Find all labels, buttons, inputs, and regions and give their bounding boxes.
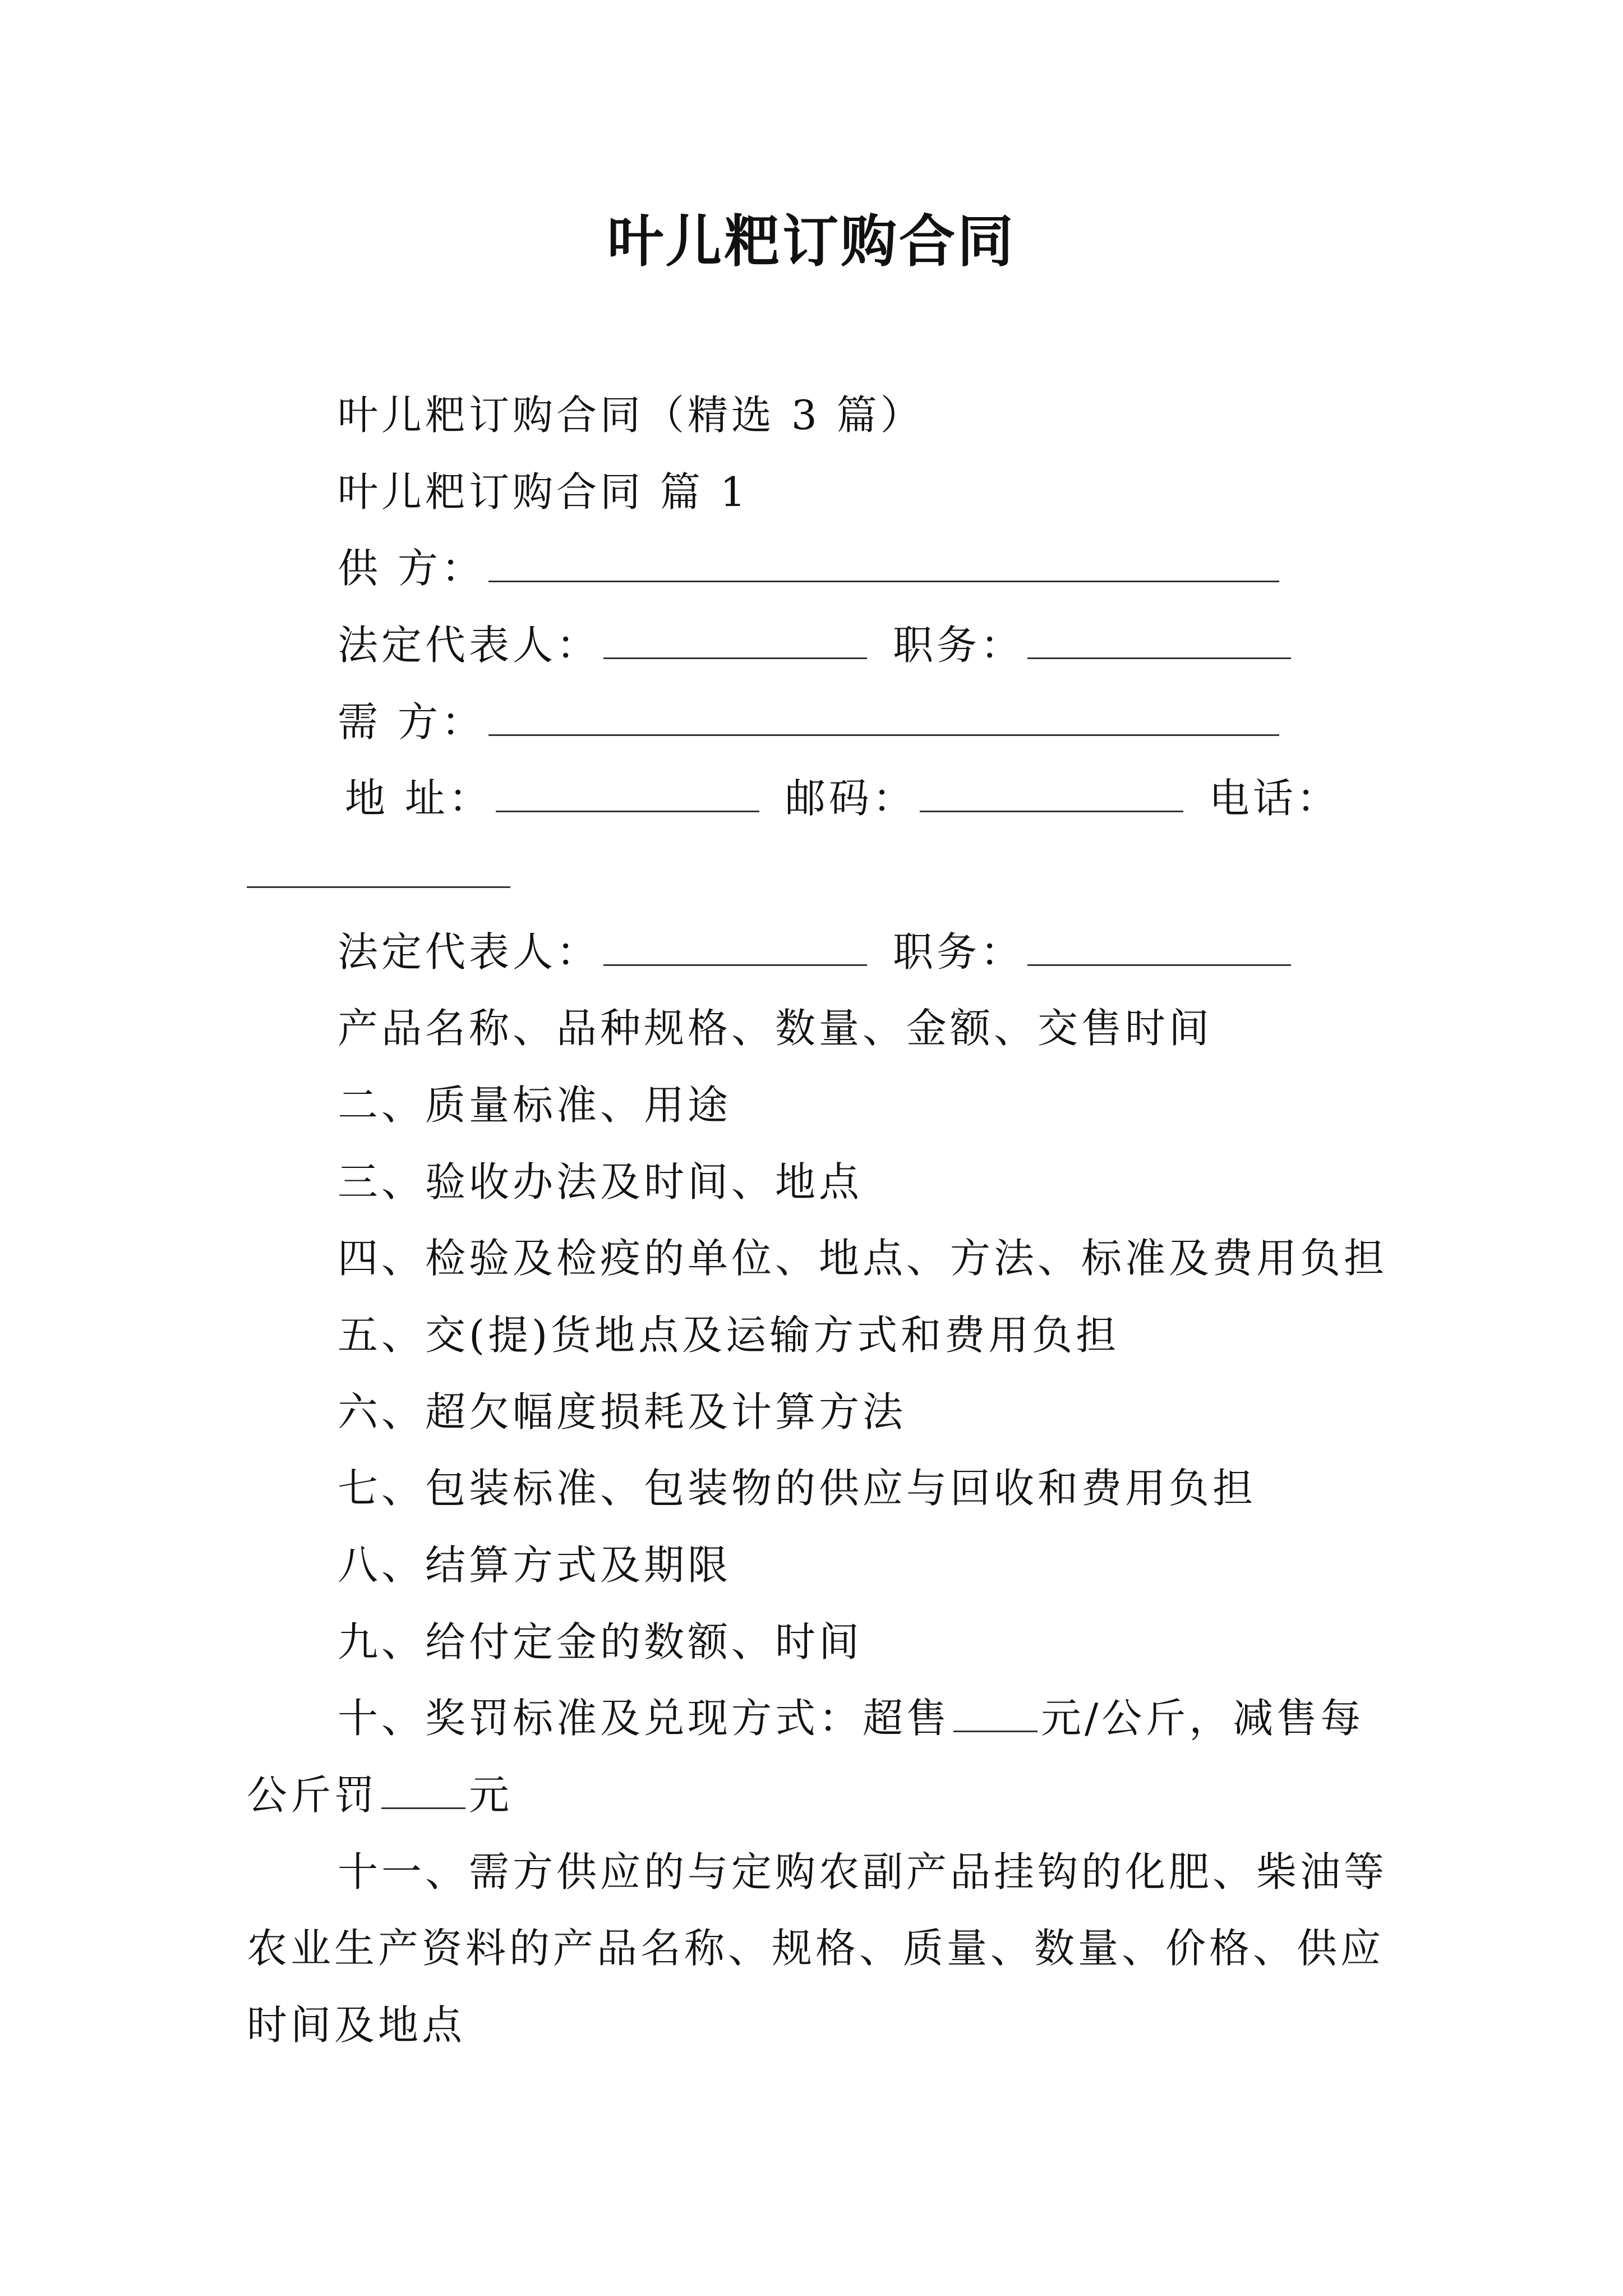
supplier-blank [488, 547, 1279, 582]
legal-rep-blank-2 [603, 931, 867, 966]
clause-1: 产品名称、品种规格、数量、金额、交售时间 [338, 1005, 1213, 1052]
address-blank [496, 777, 759, 812]
clause-10-text-b: 元/公斤，减售每 [1041, 1695, 1364, 1742]
postcode-label: 邮码： [785, 775, 916, 822]
clause-11-line-2: 农业生产资料的产品名称、规格、质量、数量、价格、供应 [247, 1925, 1385, 1972]
excess-price-blank [953, 1697, 1038, 1732]
clause-6: 六、超欠幅度损耗及计算方法 [338, 1388, 907, 1435]
penalty-blank [381, 1774, 465, 1809]
phone-label: 电话： [1209, 775, 1340, 822]
clause-2: 二、质量标准、用途 [338, 1082, 732, 1129]
clause-10-text-a: 十、奖罚标准及兑现方式：超售 [338, 1695, 951, 1742]
clause-10-line-1 [338, 1690, 1364, 1746]
supplier-label: 供 方： [338, 545, 485, 592]
clause-11-line-3: 时间及地点 [247, 2001, 466, 2049]
phone-blank [247, 853, 510, 888]
postcode-blank [920, 777, 1183, 812]
clause-10-line-2 [247, 1767, 513, 1823]
address-label: 地 址： [345, 775, 492, 822]
buyer-row [338, 694, 1283, 750]
clause-8: 八、结算方式及期限 [338, 1542, 732, 1589]
legal-rep-blank [603, 624, 867, 659]
phone-blank-row [247, 846, 514, 902]
legal-rep-label: 法定代表人： [338, 622, 601, 669]
buyer-blank [488, 701, 1279, 736]
position-blank-2 [1027, 931, 1291, 966]
legal-rep-row-2 [338, 924, 1294, 980]
section-heading: 叶儿粑订购合同 篇 1 [338, 468, 749, 516]
clause-10-text-d: 元 [469, 1772, 513, 1819]
buyer-label: 需 方： [338, 698, 485, 746]
supplier-row [338, 540, 1283, 596]
contact-row [345, 770, 1340, 826]
document-title: 叶儿粑订购合同 [607, 208, 1016, 274]
legal-rep-label-2: 法定代表人： [338, 928, 601, 976]
clause-3: 三、验收办法及时间、地点 [338, 1158, 863, 1205]
legal-rep-row [338, 617, 1294, 673]
clause-9: 九、给付定金的数额、时间 [338, 1618, 863, 1665]
position-label-2: 职务： [893, 928, 1025, 976]
clause-10-text-c: 公斤罚 [247, 1772, 379, 1819]
document-subtitle: 叶儿粑订购合同（精选 3 篇） [338, 392, 924, 439]
clause-7: 七、包装标准、包装物的供应与回收和费用负担 [338, 1465, 1257, 1512]
clause-11-line-1: 十一、需方供应的与定购农副产品挂钩的化肥、柴油等 [338, 1848, 1388, 1895]
position-label: 职务： [893, 622, 1025, 669]
clause-5: 五、交(提)货地点及运输方式和费用负担 [338, 1312, 1120, 1359]
clause-4: 四、检验及检疫的单位、地点、方法、标准及费用负担 [338, 1235, 1388, 1282]
position-blank [1027, 624, 1291, 659]
